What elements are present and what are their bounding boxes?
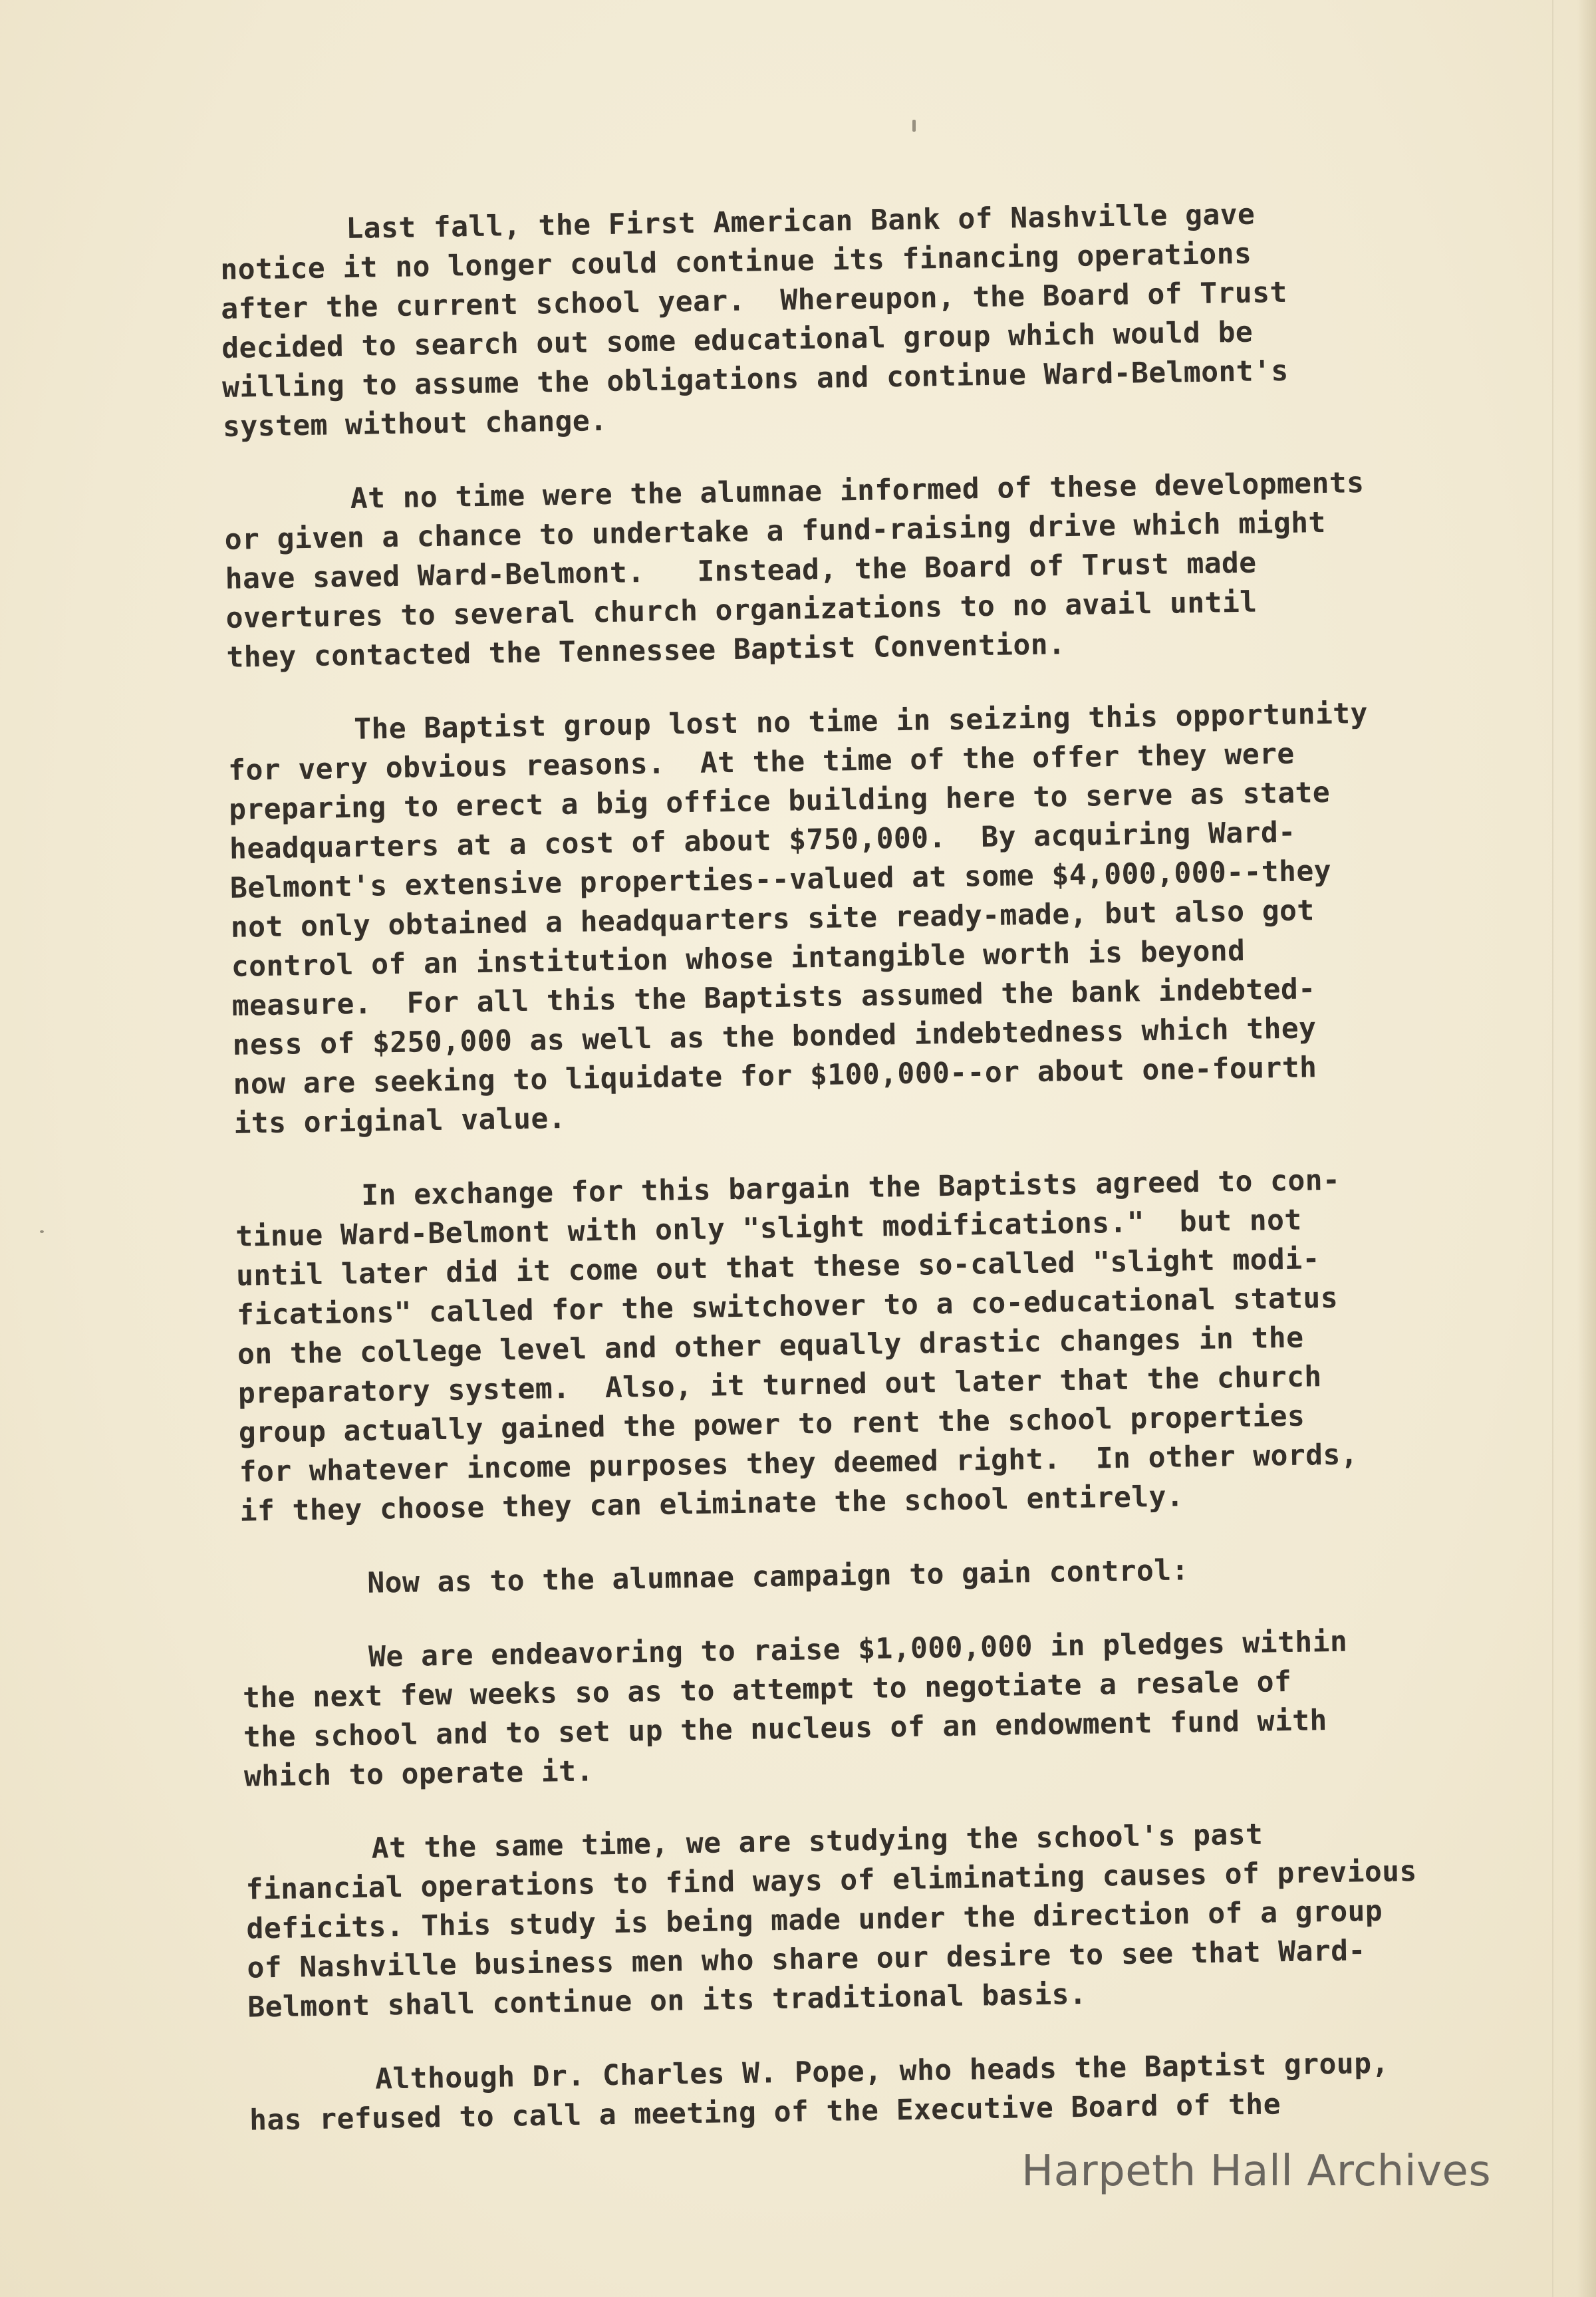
text-line: ness of $250,000 as well as the bonded indebtedness which they	[232, 1012, 1317, 1062]
section-heading: Now as to the alumnae campaign to gain control:	[367, 1554, 1190, 1600]
text-line: At no time were the alumnae informed of these developments	[350, 466, 1365, 515]
text-line: of Nashville business men who share our desire to see that Ward-	[247, 1934, 1367, 1985]
text-line: Although Dr. Charles W. Pope, who heads the Baptist group,	[374, 2046, 1390, 2096]
text-line: willing to assume the obligations and continue Ward-Belmont's	[221, 354, 1289, 404]
text-line: Belmont's extensive properties--valued at some $4,000,000--they	[229, 854, 1332, 905]
text-line: The Baptist group lost no time in seizing this opportunity	[353, 696, 1369, 746]
text-line: for whatever income purposes they deemed right. In other words,	[239, 1438, 1359, 1489]
text-line: notice it no longer could continue its financing operations	[219, 237, 1252, 287]
paper-speck	[912, 120, 916, 132]
text-line: on the college level and other equally drastic changes in the	[237, 1321, 1304, 1371]
text-line: until later did it come out that these so-called "slight modi-	[235, 1242, 1321, 1293]
paragraph	[235, 1158, 1543, 1532]
text-line: has refused to call a meeting of the Executive Board of the	[249, 2088, 1281, 2137]
letter-body	[219, 191, 1553, 2175]
text-line: have saved Ward-Belmont. Instead, the Board of Trust made	[225, 546, 1257, 596]
text-line: not only obtained a headquarters site ready-made, but also got	[230, 894, 1315, 944]
text-line: tinue Ward-Belmont with only "slight modifications." but not	[235, 1203, 1303, 1254]
paragraph	[223, 461, 1530, 678]
text-line: if they choose they can eliminate the school entirely.	[239, 1480, 1184, 1528]
paragraph	[227, 692, 1537, 1144]
text-line: financial operations to find ways of eliminating causes of previous	[245, 1855, 1418, 1907]
paragraph	[249, 2042, 1553, 2141]
text-line: deficits. This study is being made under the direction of a group	[246, 1894, 1383, 1946]
text-line: after the current school year. Whereupon, the Board of Trust	[220, 275, 1288, 326]
text-line: or given a chance to undertake a fund-raising drive which might	[224, 505, 1327, 557]
text-line: the next few weeks so as to attempt to negotiate a resale of	[242, 1665, 1292, 1715]
text-line: they contacted the Tennessee Baptist Convention.	[226, 628, 1066, 674]
paragraph	[242, 1619, 1547, 1797]
text-line: for very obvious reasons. At the time of the offer they were	[227, 737, 1295, 787]
archive-watermark: Harpeth Hall Archives	[1021, 2147, 1492, 2196]
text-line: now are seeking to liquidate for $100,000--or about one-fourth	[233, 1051, 1317, 1101]
text-line: Last fall, the First American Bank of Nashville gave	[346, 198, 1256, 246]
paper-speck	[40, 1230, 44, 1233]
page-edge-shadow	[1577, 0, 1596, 2297]
text-line: Belmont shall continue on its traditional basis.	[247, 1977, 1087, 2024]
text-line: overtures to several church organizations to no avail until	[225, 585, 1258, 635]
text-line: preparatory system. Also, it turned out later that the church	[237, 1360, 1322, 1411]
text-line: measure. For all this the Baptists assumed the bank indebted-	[231, 972, 1316, 1023]
paragraph	[219, 191, 1526, 447]
text-line: We are endeavoring to raise $1,000,000 in pledges within	[368, 1625, 1348, 1674]
text-line: In exchange for this bargain the Baptists agreed to con-	[360, 1163, 1341, 1212]
text-line: system without change.	[222, 404, 608, 444]
text-line: decided to search out some educational group which would be	[221, 315, 1254, 365]
text-line: headquarters at a cost of about $750,000. By acquiring Ward-	[229, 815, 1296, 866]
paragraph	[245, 1811, 1551, 2028]
text-line: the school and to set up the nucleus of an endowment fund with	[243, 1704, 1328, 1754]
text-line: which to operate it.	[243, 1754, 595, 1794]
text-line: group actually gained the power to rent the school properties	[238, 1399, 1305, 1450]
text-line: fications" called for the switchover to a co-educational status	[236, 1281, 1339, 1332]
text-line: control of an institution whose intangible worth is beyond	[231, 934, 1246, 984]
text-line: its original value.	[233, 1101, 567, 1141]
page-fold-line	[1552, 0, 1553, 2297]
text-line: At the same time, we are studying the school's past	[371, 1818, 1264, 1865]
text-line: preparing to erect a big office building here to serve as state	[228, 775, 1331, 827]
